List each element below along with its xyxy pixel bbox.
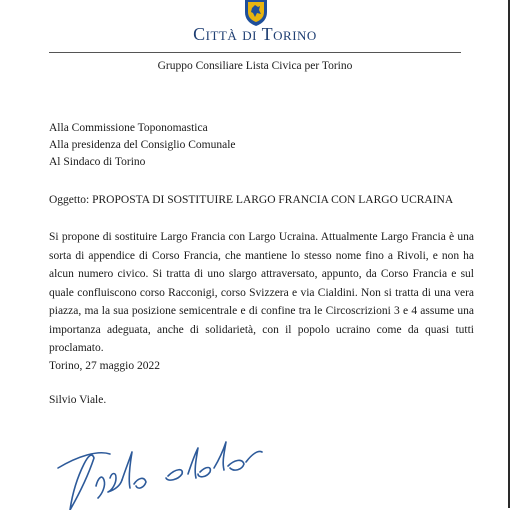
subject-line: Oggetto: PROPOSTA DI SOSTITUIRE LARGO FRANCIA CON LARGO UCRAINA: [49, 194, 454, 206]
body-paragraph: Si propone di sostituire Largo Francia con Largo Ucraina. Attualmente Largo Francia è una sorta di appendice di Corso Francia, che mantiene lo stesso nome fino a Rivoli, e non ha alcun numero civico. Si tratta di uno slargo attraversato, appunto, da Corso Francia e sul quale confluiscono corso Racconigi, corso Svizzera e via Cialdini. Non si tratta di una vera piazza, ma la sua posizione semicentrale e di confine tra le Circoscrizioni 3 e 4 assume una importanza adeguata, anche di solidarietà, con il popolo ucraino come da quasi tutti proclamato.: [49, 231, 474, 354]
addressee-line: Alla Commissione Toponomastica: [49, 122, 208, 134]
handwritten-signature-icon: [48, 428, 278, 510]
council-group-name: Gruppo Consiliare Lista Civica per Torino: [157, 60, 353, 72]
city-name-heading: Città di Torino: [193, 24, 317, 44]
header-divider: [49, 52, 461, 53]
date-line: Torino, 27 maggio 2022: [49, 360, 160, 372]
addressee-line: Al Sindaco di Torino: [49, 156, 146, 168]
torino-coat-of-arms-icon: [243, 0, 269, 26]
signer-name: Silvio Viale.: [49, 394, 107, 406]
addressee-block: [49, 120, 236, 171]
addressee-line: Alla presidenza del Consiglio Comunale: [49, 139, 236, 151]
